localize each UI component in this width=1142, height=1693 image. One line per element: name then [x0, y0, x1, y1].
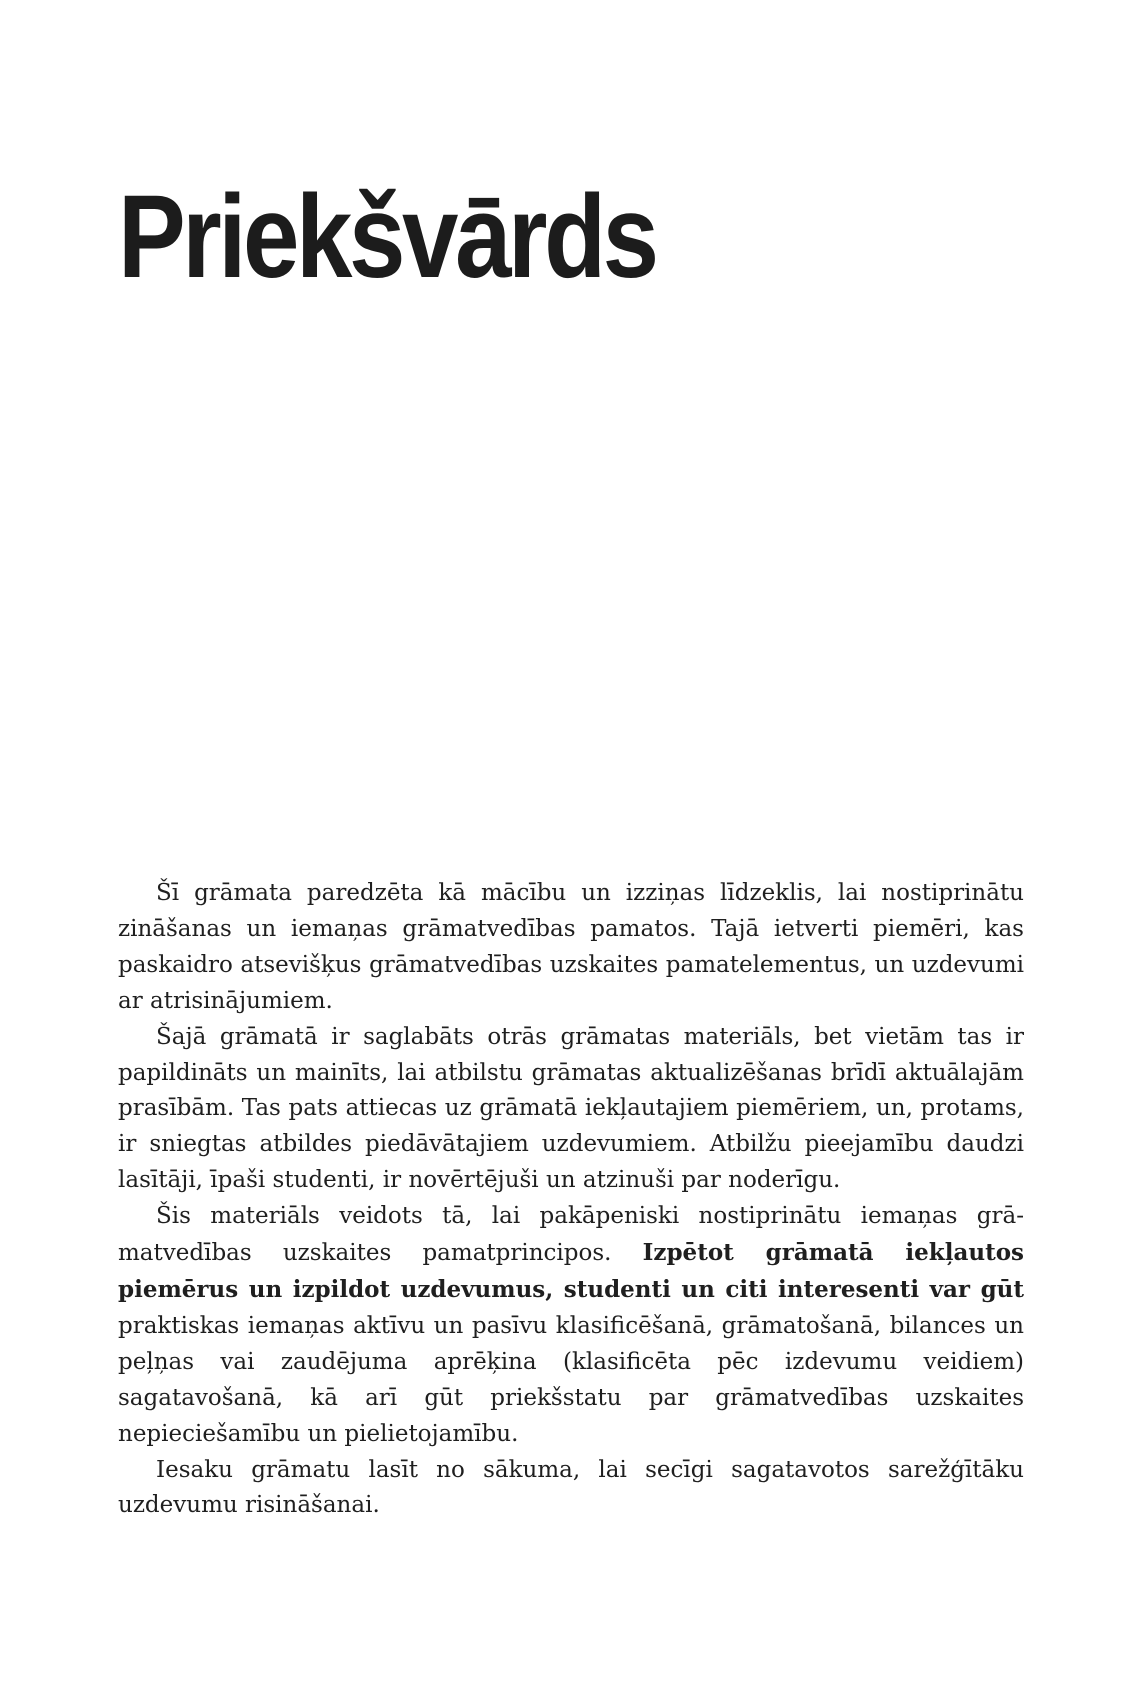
paragraph-1: Šī grāmata paredzēta kā mācību un izziņas līdzeklis, lai nostiprinātu zināšanas un iemaņas grāmatvedības pamatos. Tajā ietverti piemēri, kas paskaidro atsevišķus grāmatvedības uzskaites pamatelementus, un uzdevumi ar atrisinājumiem.: [118, 880, 1024, 1014]
preface-body: [118, 876, 1024, 1524]
paragraph-3-bold-text: Izpētot grāmatā iekļautos piemērus un izpildot uzdevumus, studenti un citi interesenti var gūt: [118, 1239, 1024, 1303]
paragraph-3: [118, 1199, 1024, 1452]
paragraph-3-text-after: praktiskas iemaņas aktīvu un pasīvu klasificēšanā, grāmatošanā, bilances un peļņas vai zaudējuma aprēķina (klasificēta pēc izdevumu veidiem) sagatavošanā, kā arī gūt priekšstatu par grāmatvedības uzskaites nepieciešamību un pielietojamību.: [118, 1312, 1024, 1447]
paragraph-3-text-before: Šis materiāls veidots tā, lai pakāpeniski nostiprinātu iemaņas grāmatvedības uzskaites pamatprincipos.: [118, 1203, 1024, 1267]
page-title: Priekšvārds: [118, 171, 656, 303]
paragraph-2: Šajā grāmatā ir saglabāts otrās grāmatas materiāls, bet vietām tas ir papildināts un mainīts, lai atbilstu grāmatas aktualizēšanas brīdī aktuālajām prasībām. Tas pats attiecas uz grāmatā iekļautajiem piemēriem, un, protams, ir sniegtas atbildes piedāvātajiem uzdevumiem. Atbilžu pieejamību daudzi lasītāji, īpaši studenti, ir novērtējuši un atzinuši par noderīgu.: [118, 1023, 1024, 1194]
paragraph-4: Iesaku grāmatu lasīt no sākuma, lai secīgi sagatavotos sarežģītāku uzdevumu risināšanai.: [118, 1456, 1024, 1519]
